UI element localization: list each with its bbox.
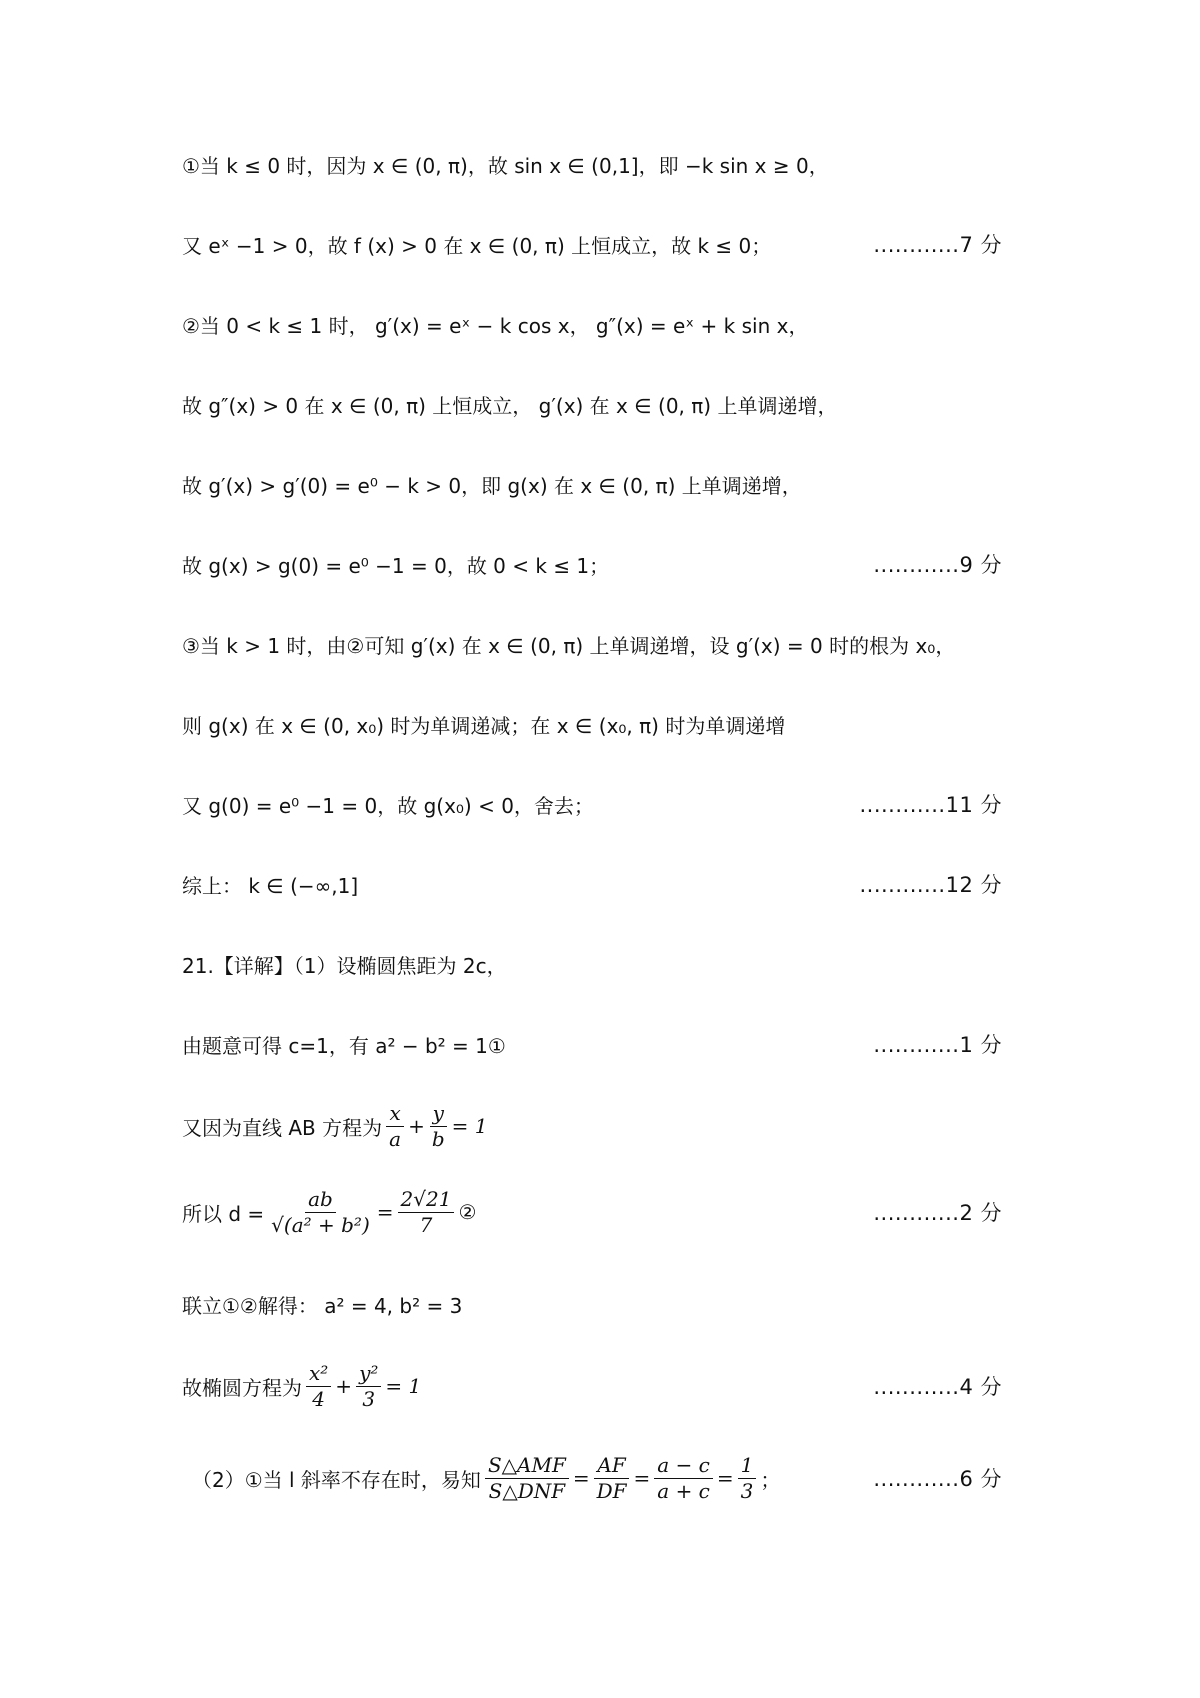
equals-sign: =: [716, 1466, 734, 1490]
equation-suffix: ；: [760, 1467, 781, 1492]
problem-21-heading: [182, 934, 1002, 994]
fraction-denominator: a + c: [657, 1478, 710, 1503]
fraction-y-over-b: [429, 1101, 448, 1152]
fraction-denominator: b: [431, 1126, 445, 1151]
score-label: ............12 分: [859, 873, 1002, 897]
solution-line-7: [182, 614, 1002, 674]
fraction-denominator: 7: [419, 1212, 433, 1237]
line-text: 综上： k ∈ (−∞,1]: [182, 873, 359, 898]
equals-sign: =: [376, 1200, 394, 1224]
score-label: ............4 分: [873, 1375, 1002, 1399]
score-label: ............2 分: [873, 1201, 1002, 1225]
fraction-denominator: a: [389, 1126, 402, 1151]
score-label: ............7 分: [873, 233, 1002, 257]
fraction-numerator: x²: [306, 1361, 331, 1387]
fraction-numerator: 2√21: [398, 1187, 455, 1213]
solution-line-2: [182, 214, 1002, 274]
solution-line-9: [182, 774, 1002, 834]
line-text: 21.【详解】（1）设椭圆焦距为 2c，: [182, 953, 507, 978]
ellipse-equation: [182, 1350, 1002, 1422]
distance-equation: [182, 1176, 1002, 1248]
fraction-numerator: 1: [738, 1453, 757, 1479]
line-text: 又 eˣ −1 > 0，故 f (x) > 0 在 x ∈ (0, π) 上恒成立，故 k ≤ 0；: [182, 233, 772, 258]
solution-line-4: [182, 374, 1002, 434]
line-text: 又 g(0) = e⁰ −1 = 0，故 g(x₀) < 0，舍去；: [182, 793, 594, 818]
fraction-numerator: ab: [305, 1187, 336, 1213]
line-text: 故 g″(x) > 0 在 x ∈ (0, π) 上恒成立， g′(x) 在 x ∈ (0, π) 上单调递增，: [182, 393, 838, 418]
fraction-numerator: S△AMF: [485, 1453, 569, 1479]
line-text: 由题意可得 c=1，有 a² − b² = 1①: [182, 1033, 506, 1058]
solution-line-1: [182, 134, 1002, 194]
solution-line-12: [182, 1014, 1002, 1074]
line-ab-equation: [182, 1090, 1002, 1162]
score-label: ............1 分: [873, 1033, 1002, 1057]
equation-suffix: = 1: [385, 1374, 422, 1398]
fraction-denominator: DF: [596, 1478, 627, 1503]
fraction-area-ratio: [485, 1453, 569, 1504]
fraction-x2-over-4: [306, 1361, 331, 1412]
fraction-one-third: [738, 1453, 757, 1504]
fraction-x-over-a: [386, 1101, 404, 1152]
line-text: ②当 0 < k ≤ 1 时， g′(x) = eˣ − k cos x， g″(x) = eˣ + k sin x，: [182, 313, 809, 338]
fraction-denominator: S△DNF: [488, 1478, 566, 1503]
fraction-numerator: x: [386, 1101, 403, 1127]
solution-line-3: [182, 294, 1002, 354]
fraction-numerator: AF: [594, 1453, 628, 1479]
fraction-af-over-df: [594, 1453, 630, 1504]
fraction-y2-over-3: [356, 1361, 381, 1412]
equation-suffix: = 1: [451, 1114, 488, 1138]
solution-line-10: [182, 854, 1002, 914]
area-ratio-equation: [192, 1440, 1002, 1516]
equation-suffix: ②: [458, 1200, 477, 1224]
solve-line: [182, 1274, 1002, 1334]
equation-prefix: （2）①当 l 斜率不存在时，易知: [192, 1467, 481, 1492]
line-text: 故 g′(x) > g′(0) = e⁰ − k > 0，即 g(x) 在 x ∈ (0, π) 上单调递增，: [182, 473, 802, 498]
solution-line-8: [182, 694, 1002, 754]
line-text: 故 g(x) > g(0) = e⁰ −1 = 0，故 0 < k ≤ 1；: [182, 553, 610, 578]
fraction-numerator: y²: [356, 1361, 381, 1387]
fraction-ab-over-root: [268, 1187, 373, 1238]
score-label: ............6 分: [873, 1467, 1002, 1491]
equation-prefix: 所以 d =: [182, 1201, 265, 1226]
fraction-numerator: y: [430, 1101, 447, 1127]
equals-sign: =: [572, 1466, 590, 1490]
equation-prefix: 故椭圆方程为: [182, 1375, 302, 1400]
line-text: 则 g(x) 在 x ∈ (0, x₀) 时为单调递减；在 x ∈ (x₀, π) 时为单调递增: [182, 713, 786, 738]
line-text: ③当 k > 1 时，由②可知 g′(x) 在 x ∈ (0, π) 上单调递增，设 g′(x) = 0 时的根为 x₀，: [182, 633, 956, 658]
equation-prefix: 又因为直线 AB 方程为: [182, 1115, 383, 1140]
fraction-denominator: 3: [362, 1386, 376, 1411]
fraction-denominator: 3: [740, 1478, 754, 1503]
plus-sign: +: [335, 1374, 353, 1398]
fraction-denominator: 4: [312, 1386, 326, 1411]
fraction-2root21-over-7: [398, 1187, 455, 1238]
fraction-numerator: a − c: [654, 1453, 713, 1479]
solution-line-5: [182, 454, 1002, 514]
fraction-a-minus-c-over-a-plus-c: [654, 1453, 713, 1504]
plus-sign: +: [408, 1114, 425, 1138]
line-text: 联立①②解得： a² = 4, b² = 3: [182, 1293, 463, 1318]
line-text: ①当 k ≤ 0 时，因为 x ∈ (0, π)，故 sin x ∈ (0,1]，即 −k sin x ≥ 0，: [182, 153, 829, 178]
score-label: ............11 分: [859, 793, 1002, 817]
solution-line-6: [182, 534, 1002, 594]
fraction-denominator: √(a² + b²): [271, 1212, 370, 1237]
equals-sign: =: [633, 1466, 651, 1490]
score-label: ............9 分: [873, 553, 1002, 577]
